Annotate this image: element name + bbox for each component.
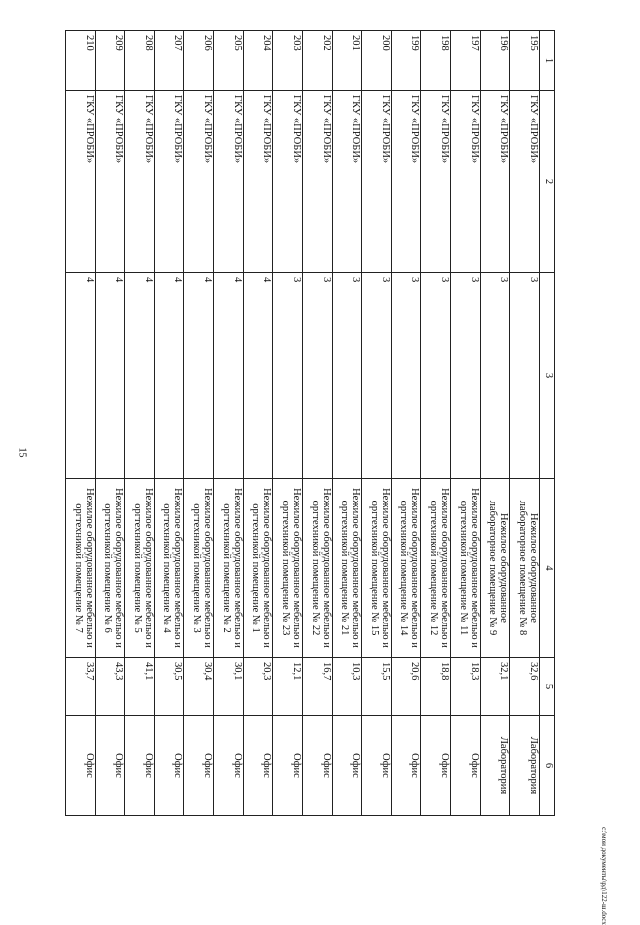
header-cell: 1 [540, 31, 555, 91]
area-cell: 30,1 [214, 658, 244, 716]
area-cell: 12,1 [273, 658, 303, 716]
purpose-cell: Офис [214, 716, 244, 816]
row-number-cell: 208 [125, 31, 155, 91]
page-number-strip [8, 0, 36, 905]
description-cell: Нежилое оборудованное мебелью и оргтехникой помещение № 4 [154, 479, 184, 658]
row-number-cell: 195 [510, 31, 540, 91]
table-row [66, 31, 96, 816]
table-row [480, 31, 510, 816]
row-number-cell: 209 [95, 31, 125, 91]
purpose-cell: Офис [303, 716, 333, 816]
floor-cell: 3 [332, 273, 362, 479]
area-cell: 18,3 [451, 658, 481, 716]
floor-cell: 3 [421, 273, 451, 479]
table-row [421, 31, 451, 816]
row-number-cell: 210 [66, 31, 96, 91]
owner-cell: ГКУ «ПРОБИ» [421, 91, 451, 273]
description-cell: Нежилое оборудованное лабораторное помещение № 9 [480, 479, 510, 658]
area-cell: 32,6 [510, 658, 540, 716]
purpose-cell: Офис [362, 716, 392, 816]
row-number-cell: 201 [332, 31, 362, 91]
floor-cell: 3 [362, 273, 392, 479]
floor-cell: 3 [510, 273, 540, 479]
owner-cell: ГКУ «ПРОБИ» [243, 91, 273, 273]
row-number-cell: 200 [362, 31, 392, 91]
row-number-cell: 196 [480, 31, 510, 91]
owner-cell: ГКУ «ПРОБИ» [480, 91, 510, 273]
owner-cell: ГКУ «ПРОБИ» [184, 91, 214, 273]
description-cell: Нежилое оборудованное мебелью и оргтехникой помещение № 23 [273, 479, 303, 658]
description-cell: Нежилое оборудованное мебелью и оргтехникой помещение № 21 [332, 479, 362, 658]
table-row [332, 31, 362, 816]
description-cell: Нежилое оборудованное мебелью и оргтехникой помещение № 15 [362, 479, 392, 658]
floor-cell: 4 [125, 273, 155, 479]
purpose-cell: Лаборатория [510, 716, 540, 816]
row-number-cell: 207 [154, 31, 184, 91]
table-row [391, 31, 421, 816]
area-cell: 16,7 [303, 658, 333, 716]
floor-cell: 4 [243, 273, 273, 479]
description-cell: Нежилое оборудованное мебелью и оргтехникой помещение № 14 [391, 479, 421, 658]
owner-cell: ГКУ «ПРОБИ» [95, 91, 125, 273]
area-cell: 30,4 [184, 658, 214, 716]
owner-cell: ГКУ «ПРОБИ» [510, 91, 540, 273]
table-row [95, 31, 125, 816]
owner-cell: ГКУ «ПРОБИ» [66, 91, 96, 273]
row-number-cell: 203 [273, 31, 303, 91]
owner-cell: ГКУ «ПРОБИ» [303, 91, 333, 273]
footer-file-path: c:\мои документы\рд\122-ш.docx [600, 827, 608, 925]
floor-cell: 4 [95, 273, 125, 479]
owner-cell: ГКУ «ПРОБИ» [332, 91, 362, 273]
floor-cell: 3 [273, 273, 303, 479]
floor-cell: 3 [480, 273, 510, 479]
row-number-cell: 204 [243, 31, 273, 91]
purpose-cell: Офис [154, 716, 184, 816]
page-number: 15 [16, 447, 28, 458]
owner-cell: ГКУ «ПРОБИ» [451, 91, 481, 273]
table-row [451, 31, 481, 816]
owner-cell: ГКУ «ПРОБИ» [362, 91, 392, 273]
description-cell: Нежилое оборудованное мебелью и оргтехникой помещение № 6 [95, 479, 125, 658]
rotated-table-wrapper [65, 30, 555, 815]
area-cell: 10,3 [332, 658, 362, 716]
floor-cell: 4 [184, 273, 214, 479]
purpose-cell: Офис [451, 716, 481, 816]
description-cell: Нежилое оборудованное мебелью и оргтехникой помещение № 3 [184, 479, 214, 658]
header-row [540, 31, 555, 816]
floor-cell: 3 [451, 273, 481, 479]
owner-cell: ГКУ «ПРОБИ» [125, 91, 155, 273]
description-cell: Нежилое оборудованное мебелью и оргтехникой помещение № 11 [451, 479, 481, 658]
table-row [303, 31, 333, 816]
description-cell: Нежилое оборудованное лабораторное помещение № 8 [510, 479, 540, 658]
area-cell: 41,1 [125, 658, 155, 716]
table-row [273, 31, 303, 816]
row-number-cell: 199 [391, 31, 421, 91]
purpose-cell: Офис [332, 716, 362, 816]
table-row [510, 31, 540, 816]
purpose-cell: Офис [391, 716, 421, 816]
purpose-cell: Офис [95, 716, 125, 816]
description-cell: Нежилое оборудованное мебелью и оргтехникой помещение № 1 [243, 479, 273, 658]
purpose-cell: Офис [66, 716, 96, 816]
row-number-cell: 197 [451, 31, 481, 91]
row-number-cell: 202 [303, 31, 333, 91]
description-cell: Нежилое оборудованное мебелью и оргтехникой помещение № 2 [214, 479, 244, 658]
owner-cell: ГКУ «ПРОБИ» [154, 91, 184, 273]
row-number-cell: 198 [421, 31, 451, 91]
area-cell: 20,6 [391, 658, 421, 716]
floor-cell: 3 [303, 273, 333, 479]
floor-cell: 4 [66, 273, 96, 479]
table-row [362, 31, 392, 816]
area-cell: 18,8 [421, 658, 451, 716]
purpose-cell: Офис [125, 716, 155, 816]
header-cell: 2 [540, 91, 555, 273]
area-cell: 20,3 [243, 658, 273, 716]
floor-cell: 3 [391, 273, 421, 479]
table-row [243, 31, 273, 816]
description-cell: Нежилое оборудованное мебелью и оргтехникой помещение № 5 [125, 479, 155, 658]
table-row [125, 31, 155, 816]
purpose-cell: Офис [184, 716, 214, 816]
area-cell: 30,5 [154, 658, 184, 716]
purpose-cell: Офис [243, 716, 273, 816]
owner-cell: ГКУ «ПРОБИ» [214, 91, 244, 273]
area-cell: 33,7 [66, 658, 96, 716]
header-cell: 5 [540, 658, 555, 716]
row-number-cell: 205 [214, 31, 244, 91]
purpose-cell: Офис [273, 716, 303, 816]
area-cell: 43,3 [95, 658, 125, 716]
floor-cell: 4 [154, 273, 184, 479]
row-number-cell: 206 [184, 31, 214, 91]
area-cell: 32,1 [480, 658, 510, 716]
footer-path-strip [584, 700, 624, 925]
area-cell: 15,5 [362, 658, 392, 716]
floor-cell: 4 [214, 273, 244, 479]
premises-table [65, 30, 555, 816]
purpose-cell: Лаборатория [480, 716, 510, 816]
description-cell: Нежилое оборудованное мебелью и оргтехникой помещение № 22 [303, 479, 333, 658]
description-cell: Нежилое оборудованное мебелью и оргтехникой помещение № 12 [421, 479, 451, 658]
purpose-cell: Офис [421, 716, 451, 816]
table-row [184, 31, 214, 816]
owner-cell: ГКУ «ПРОБИ» [273, 91, 303, 273]
table-row [154, 31, 184, 816]
header-cell: 6 [540, 716, 555, 816]
owner-cell: ГКУ «ПРОБИ» [391, 91, 421, 273]
description-cell: Нежилое оборудованное мебелью и оргтехникой помещение № 7 [66, 479, 96, 658]
header-cell: 4 [540, 479, 555, 658]
table-row [214, 31, 244, 816]
header-cell: 3 [540, 273, 555, 479]
